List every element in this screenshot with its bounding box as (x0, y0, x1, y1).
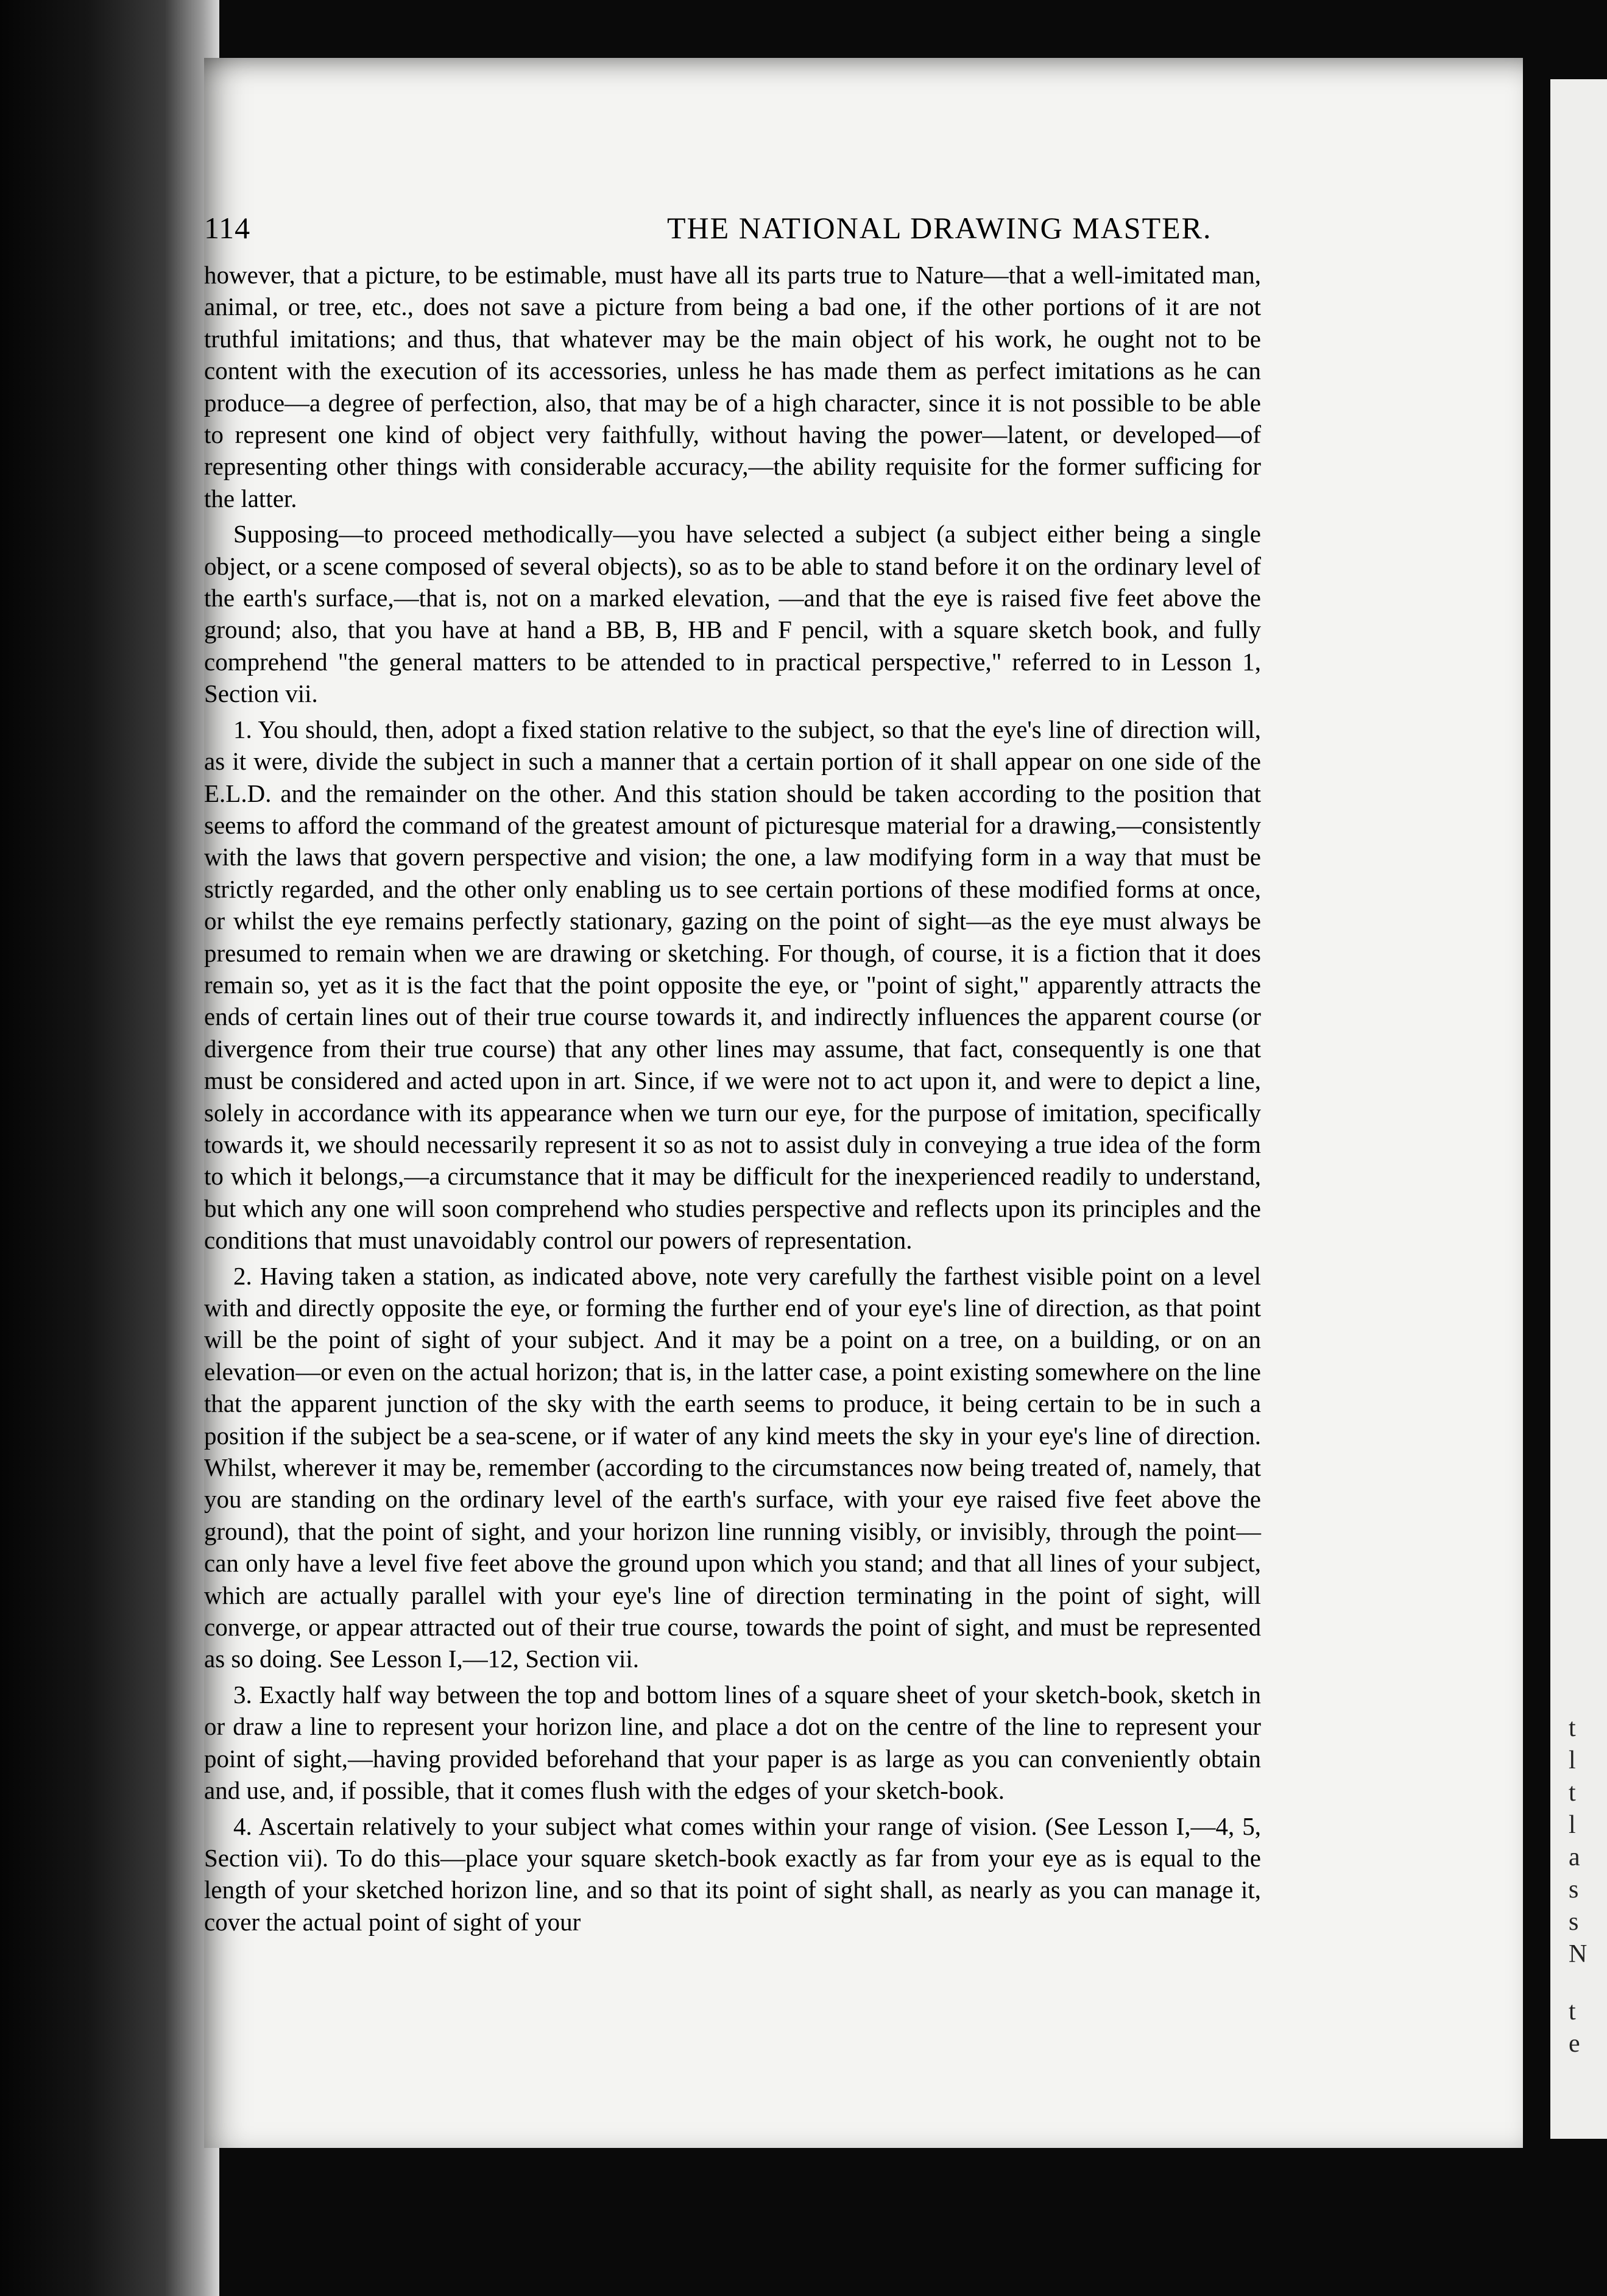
facing-page-edge (1550, 79, 1607, 2139)
facing-page-fragment: e (1569, 2030, 1580, 2058)
facing-page-fragment: s (1569, 1876, 1579, 1904)
facing-page-fragment: l (1569, 1811, 1576, 1839)
paragraph-step-2: 2. Having taken a station, as indicated above, note very carefully the farthest visible point on a level with and directly opposite the eye, or forming the further end of your eye's line of direction, as that point will be the point of sight of your subject. And it may be a point on a tree, on a building, or on an elevation—or even on the actual horizon; that is, in the latter case, a point existing somewhere on the line that the apparent junction of the sky with the earth seems to produce, it being certain to be in such a position if the subject be a sea-scene, or if water of any kind meets the sky in your eye's line of direction. Whilst, wherever it may be, remember (according to the circumstances now being treated of, namely, that you are standing on the ordinary level of the earth's surface, with your eye raised five feet above the ground), that the point of sight, and your horizon line running visibly, or invisibly, through the point—can only have a level five feet above the ground upon which you stand; and that all lines of your subject, which are actually parallel with your eye's line of direction terminating in the point of sight, will converge, or appear attracted out of their true course, towards the point of sight, and must be represented as so doing. See Lesson I,—12, Section vii. (204, 1261, 1261, 1673)
page-header (204, 210, 1240, 247)
paragraph-supposing: Supposing—to proceed methodically—you have selected a subject (a subject either being a single object, or a scene composed of several objects), so as to be able to stand before it on the ordinary level of the earth's surface,—that is, not on a marked elevation, —and that the eye is raised five feet above the ground; also, that you have at hand a BB, B, HB and F pencil, with a square sketch book, and fully comprehend "the general matters to be attended to in practical perspective," referred to in Lesson 1, Section vii. (204, 520, 1261, 708)
facing-page-fragment: t (1569, 1714, 1576, 1742)
paragraph-continuation: however, that a picture, to be estimable, must have all its parts true to Nature—that a well-imitated man, animal, or tree, etc., does not save a picture from being a bad one, if the other portions of it are not truthful imitations; and thus, that whatever may be the main object of his work, he ought not to be content with the execution of its accessories, unless he has made them as perfect imitations as he can produce—a degree of perfection, also, that may be of a high character, since it is not possible to be able to represent one kind of object very faithfully, without having the power—latent, or developed—of representing other things with considerable accuracy,—the ability requisite for the former sufficing for the latter. (204, 261, 1261, 512)
running-head: THE NATIONAL DRAWING MASTER. (667, 211, 1212, 245)
facing-page-fragment: t (1569, 1997, 1576, 2025)
paragraph-step-4: 4. Ascertain relatively to your subject what comes within your range of vision. (See Lesson I,—4, 5, Section vii). To do this—place your square sketch-book exactly as far from your eye as is equal to the length of your sketched horizon line, and so that its point of sight shall, as nearly as you can manage it, cover the actual point of sight of your (204, 1812, 1261, 1936)
facing-page-fragment: a (1569, 1843, 1580, 1871)
facing-page-fragment: t (1569, 1779, 1576, 1807)
facing-page-fragment: s (1569, 1908, 1579, 1936)
page-number: 114 (204, 211, 251, 245)
paragraph-step-3: 3. Exactly half way between the top and bottom lines of a square sheet of your sketch-book, sketch in or draw a line to represent your horizon line, and place a dot on the centre of the line to represent your point of sight,—having provided beforehand that your paper is as large as you can conveniently obtain and use, and, if possible, that it comes flush with the edges of your sketch-book. (204, 1680, 1261, 1805)
paragraph-step-1: 1. You should, then, adopt a fixed station relative to the subject, so that the eye's line of direction will, as it were, divide the subject in such a manner that a certain portion of it shall appear on one side of the E.L.D. and the remainder on the other. And this station should be taken according to the position that seems to afford the command of the greatest amount of picturesque material for a drawing,—consistently with the laws that govern perspective and vision; the one, a law modifying form in a way that must be strictly regarded, and the other only enabling us to see certain portions of these modified forms at once, or whilst the eye remains perfectly stationary, gazing on the point of sight—as the eye must always be presumed to remain when we are drawing or sketching. For though, of course, it is a fiction that it does remain so, yet as it is the fact that the point opposite the eye, or "point of sight," apparently attracts the ends of certain lines out of their true course towards it, and indirectly influences the apparent course (or divergence from their true course) that any other lines may assume, that fact, consequently is one that must be considered and acted upon in art. Since, if we were not to act upon it, and were to depict a line, solely in accordance with its appearance when we turn our eye, for the purpose of imitation, specifically towards it, we should necessarily represent it so as not to assist duly in conveying a true idea of the form to which it belongs,—a circumstance that it may be difficult for the inexperienced readily to understand, but which any one will soon comprehend who studies perspective and reflects upon its principles and the conditions that must unavoidably control our powers of representation. (204, 715, 1261, 1255)
body-text (204, 259, 1261, 1938)
facing-page-fragment: l (1569, 1746, 1576, 1774)
book-gutter (0, 0, 219, 2296)
facing-page-fragment: N (1569, 1940, 1588, 1968)
